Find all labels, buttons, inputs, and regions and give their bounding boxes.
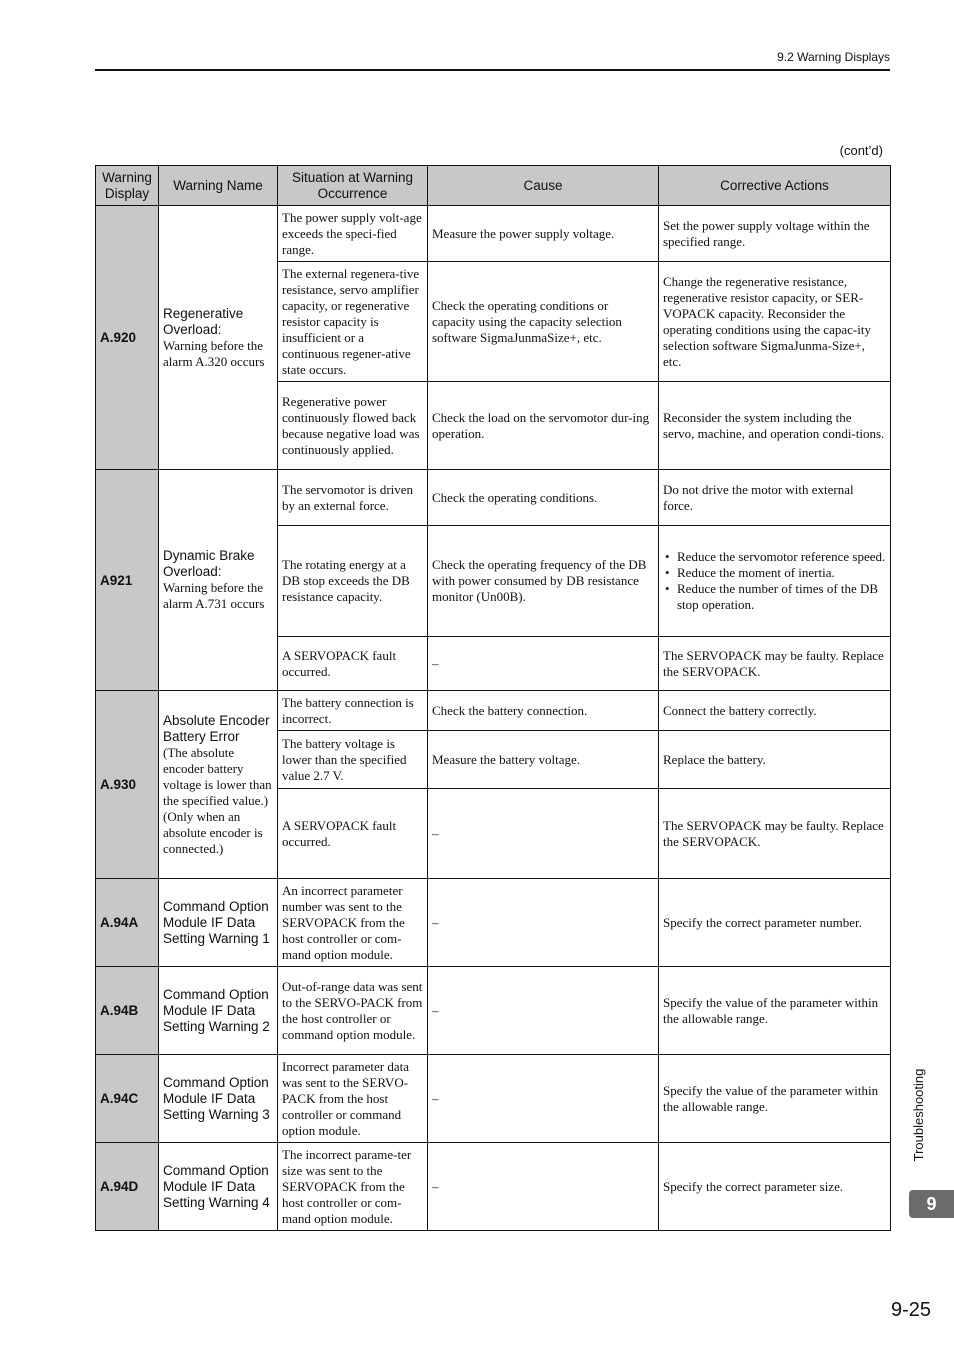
action-cell: The SERVOPACK may be faulty. Replace the SERVOPACK. — [659, 637, 891, 691]
situation-cell: The power supply volt-age exceeds the speci-fied range. — [278, 206, 428, 262]
table-row — [96, 691, 891, 731]
situation-cell: Regenerative power continuously flowed back because negative load was continuously applied. — [278, 382, 428, 470]
situation-cell: The servomotor is driven by an external force. — [278, 470, 428, 526]
section-header: 9.2 Warning Displays — [777, 50, 890, 64]
table-row — [96, 1143, 891, 1231]
warning-name-title: Command Option Module IF Data Setting Warning 4 — [163, 1162, 270, 1210]
warning-name — [159, 879, 278, 967]
warning-name — [159, 206, 278, 470]
action-cell: Specify the correct parameter number. — [659, 879, 891, 967]
warning-name-desc: Warning before the alarm A.320 occurs — [163, 337, 265, 369]
table-header-row — [96, 166, 891, 206]
chapter-side-label: Troubleshooting — [911, 1068, 926, 1162]
action-cell: Specify the correct parameter size. — [659, 1143, 891, 1231]
col-header-situation: Situation at Warning Occurrence — [278, 166, 428, 206]
header-rule — [95, 69, 890, 71]
cause-cell: – — [428, 967, 659, 1055]
cause-cell: – — [428, 637, 659, 691]
cause-cell: Check the load on the servomotor dur-ing operation. — [428, 382, 659, 470]
action-cell: Specify the value of the parameter within the allowable range. — [659, 967, 891, 1055]
situation-cell: A SERVOPACK fault occurred. — [278, 789, 428, 879]
situation-cell: The rotating energy at a DB stop exceeds the DB resistance capacity. — [278, 526, 428, 637]
warning-name — [159, 1055, 278, 1143]
action-cell: Set the power supply voltage within the specified range. — [659, 206, 891, 262]
action-cell: Replace the battery. — [659, 731, 891, 789]
warning-name — [159, 470, 278, 691]
situation-cell: An incorrect parameter number was sent to the SERVOPACK from the host controller or com-mand option module. — [278, 879, 428, 967]
col-header-cause: Cause — [428, 166, 659, 206]
table-row — [96, 879, 891, 967]
col-header-corrective-actions: Corrective Actions — [659, 166, 891, 206]
cause-cell: Check the operating conditions. — [428, 470, 659, 526]
warning-code: A.94D — [96, 1143, 159, 1231]
warning-table — [95, 165, 891, 1231]
action-cell: Specify the value of the parameter within the allowable range. — [659, 1055, 891, 1143]
cause-cell: – — [428, 789, 659, 879]
warning-name-title: Regenerative Overload: — [163, 305, 244, 337]
cause-cell: – — [428, 879, 659, 967]
situation-cell: The incorrect parame-ter size was sent to the SERVOPACK from the host controller or com-mand option module. — [278, 1143, 428, 1231]
list-item: • Reduce the servomotor reference speed. — [677, 549, 886, 565]
situation-cell: A SERVOPACK fault occurred. — [278, 637, 428, 691]
col-header-warning-name: Warning Name — [159, 166, 278, 206]
cause-cell: Measure the battery voltage. — [428, 731, 659, 789]
warning-code: A.94A — [96, 879, 159, 967]
warning-code: A.920 — [96, 206, 159, 470]
continued-label: (cont’d) — [839, 143, 883, 158]
action-cell — [659, 526, 891, 637]
table-row — [96, 206, 891, 262]
warning-name — [159, 1143, 278, 1231]
cause-cell: Measure the power supply voltage. — [428, 206, 659, 262]
situation-cell: The battery voltage is lower than the specified value 2.7 V. — [278, 731, 428, 789]
table-row — [96, 470, 891, 526]
list-item: • Reduce the moment of inertia. — [677, 565, 886, 581]
warning-name-note: (Only when an absolute encoder is connected.) — [163, 808, 263, 856]
warning-name-title: Command Option Module IF Data Setting Warning 3 — [163, 1074, 270, 1122]
action-cell: The SERVOPACK may be faulty. Replace the SERVOPACK. — [659, 789, 891, 879]
cause-cell: – — [428, 1055, 659, 1143]
warning-code: A.94C — [96, 1055, 159, 1143]
cause-cell: Check the battery connection. — [428, 691, 659, 731]
warning-name-title: Dynamic Brake Overload: — [163, 548, 255, 579]
warning-name-desc: Warning before the alarm A.731 occurs — [163, 580, 265, 611]
situation-cell: The external regenera-tive resistance, servo amplifier capacity, or regenerative resistor capacity is insufficient or a continuous regener-ative state occurs. — [278, 262, 428, 382]
list-item: • Reduce the number of times of the DB stop operation. — [677, 581, 886, 613]
warning-name-desc: (The absolute encoder battery voltage is lower than the specified value.) — [163, 744, 272, 808]
table-row — [96, 967, 891, 1055]
action-cell: Do not drive the motor with external force. — [659, 470, 891, 526]
action-cell: Change the regenerative resistance, regenerative resistor capacity, or SER-VOPACK capacity. Reconsider the operating conditions using the capac-ity selection software SigmaJunma-Size+, etc. — [659, 262, 891, 382]
warning-name-title: Command Option Module IF Data Setting Warning 1 — [163, 898, 270, 946]
warning-name-title: Command Option Module IF Data Setting Warning 2 — [163, 986, 270, 1034]
action-cell: Connect the battery correctly. — [659, 691, 891, 731]
situation-cell: The battery connection is incorrect. — [278, 691, 428, 731]
warning-name — [159, 691, 278, 879]
action-cell: Reconsider the system including the servo, machine, and operation condi-tions. — [659, 382, 891, 470]
cause-cell: Check the operating frequency of the DB with power consumed by DB resistance monitor (Un00B). — [428, 526, 659, 637]
warning-code: A921 — [96, 470, 159, 691]
page-number: 9-25 — [890, 1299, 931, 1321]
table-row — [96, 1055, 891, 1143]
cause-cell: Check the operating conditions or capacity using the capacity selection software SigmaJunmaSize+, etc. — [428, 262, 659, 382]
col-header-warning-display: Warning Display — [96, 166, 159, 206]
action-bullet-list — [663, 549, 886, 613]
warning-name — [159, 967, 278, 1055]
situation-cell: Incorrect parameter data was sent to the SERVO-PACK from the host controller or command option module. — [278, 1055, 428, 1143]
warning-code: A.94B — [96, 967, 159, 1055]
warning-name-title: Absolute Encoder Battery Error — [163, 712, 270, 744]
warning-code: A.930 — [96, 691, 159, 879]
cause-cell: – — [428, 1143, 659, 1231]
situation-cell: Out-of-range data was sent to the SERVO-PACK from the host controller or command option module. — [278, 967, 428, 1055]
chapter-tab: 9 — [909, 1190, 954, 1218]
